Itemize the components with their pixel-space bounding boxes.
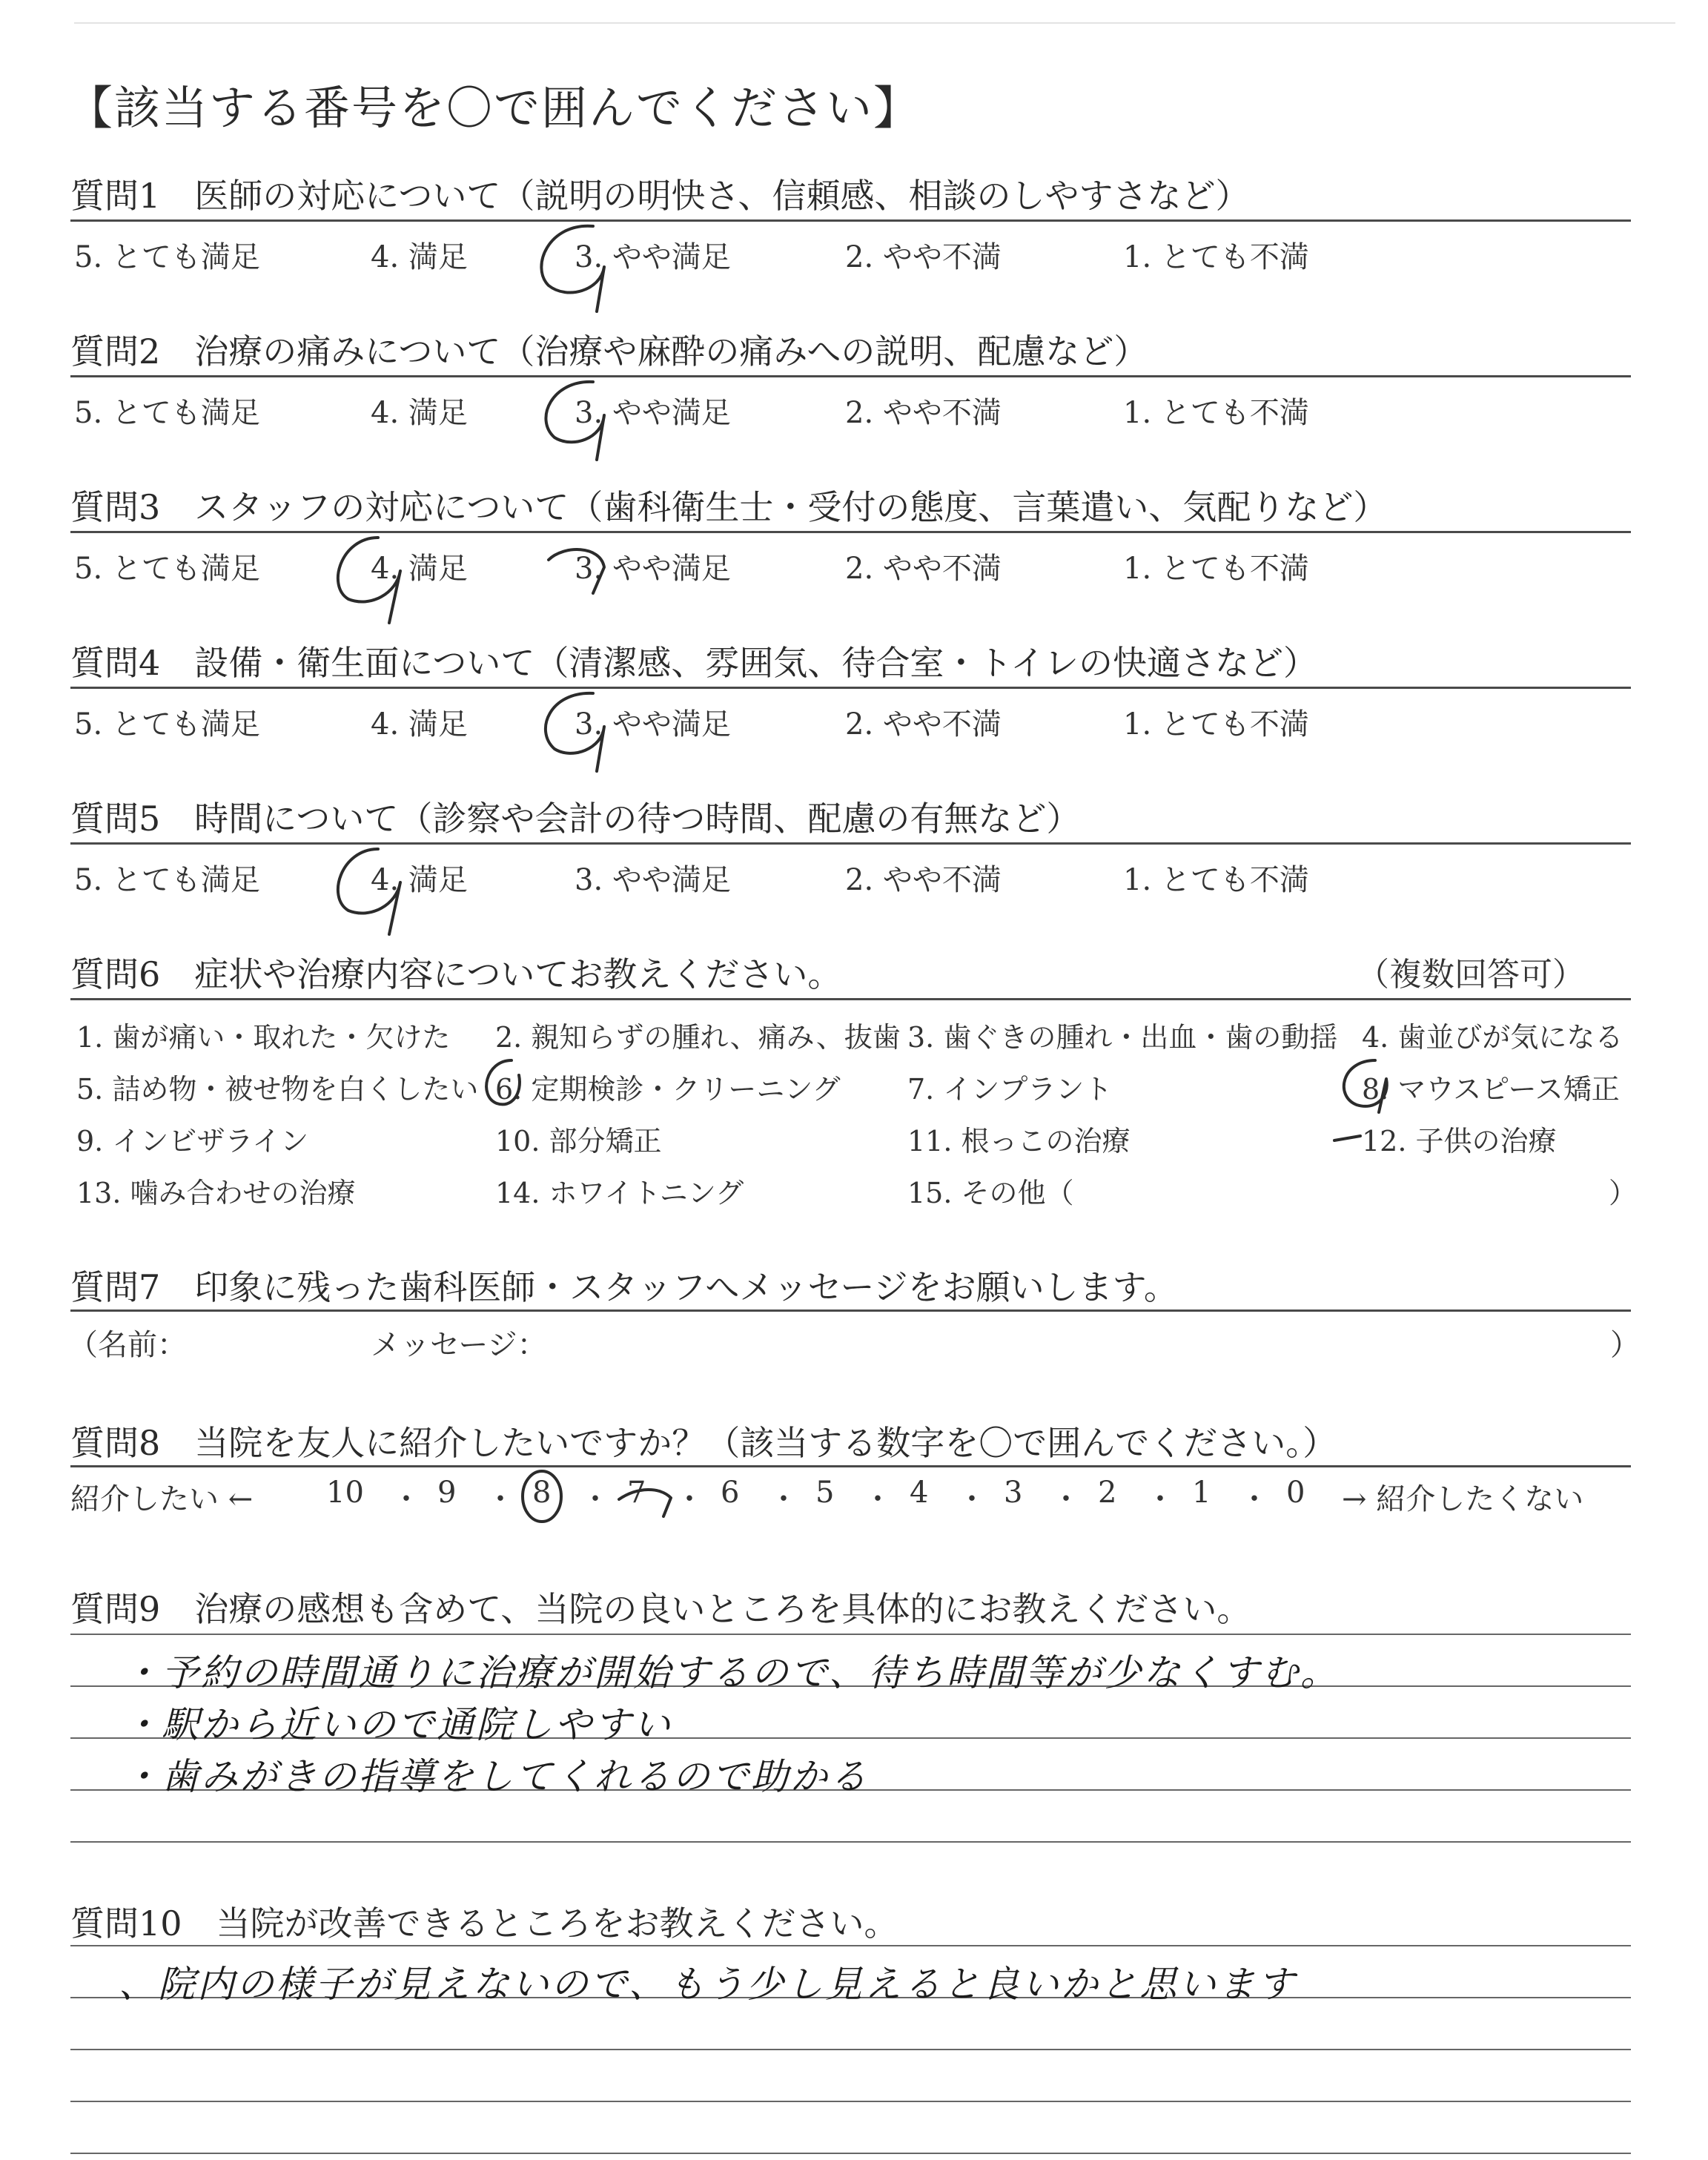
q8-dot: ・ [580, 1482, 610, 1516]
q8-num-8[interactable]: 8 [532, 1476, 552, 1510]
q10-answer-line [70, 2153, 1631, 2154]
q4-option-1[interactable]: 1. とても不満 [1123, 707, 1309, 742]
q3-option-5[interactable]: 5. とても満足 [74, 552, 260, 586]
q6-item-12[interactable]: 12. 子供の治療 [1362, 1125, 1557, 1157]
q3-option-4[interactable]: 4. 満足 [371, 552, 468, 586]
q1-option-3[interactable]: 3. やや満足 [575, 240, 731, 274]
q6-item-15-close: ） [1609, 1177, 1638, 1209]
q6-item-6[interactable]: 6. 定期検診・クリーニング [495, 1073, 841, 1106]
question-8-title: 質問8 当院を友人に紹介したいですか？（該当する数字を〇で囲んでください。） [70, 1423, 1337, 1463]
q8-num-3[interactable]: 3 [1004, 1476, 1023, 1510]
q8-num-6[interactable]: 6 [721, 1476, 740, 1510]
q6-item-11[interactable]: 11. 根っこの治療 [907, 1125, 1131, 1157]
q8-dot: ・ [1239, 1482, 1269, 1516]
q6-item-1[interactable]: 1. 歯が痛い・取れた・欠けた [76, 1021, 451, 1054]
question-5-rule [70, 842, 1631, 845]
question-2-title: 質問2 治療の痛みについて（治療や麻酔の痛みへの説明、配慮など） [70, 331, 1148, 371]
q4-option-4[interactable]: 4. 満足 [371, 707, 468, 742]
q8-num-2[interactable]: 2 [1098, 1476, 1117, 1510]
q8-num-4[interactable]: 4 [910, 1476, 929, 1510]
q5-option-2[interactable]: 2. やや不満 [845, 863, 1002, 897]
question-1-rule [70, 219, 1631, 222]
question-6-note: （複数回答可） [1357, 956, 1585, 994]
q6-item-7[interactable]: 7. インプラント [907, 1073, 1113, 1106]
q8-num-10[interactable]: 10 [326, 1476, 364, 1510]
q8-dot: ・ [675, 1482, 704, 1516]
question-6-rule [70, 998, 1631, 1000]
q6-item-14[interactable]: 14. ホワイトニング [495, 1177, 744, 1209]
q2-option-4[interactable]: 4. 満足 [371, 396, 468, 430]
q6-item-3[interactable]: 3. 歯ぐきの腫れ・出血・歯の動揺 [907, 1021, 1338, 1054]
question-7-title: 質問7 印象に残った歯科医師・スタッフへメッセージをお願いします。 [70, 1267, 1178, 1307]
question-4-rule [70, 687, 1631, 689]
q8-num-5[interactable]: 5 [815, 1476, 835, 1510]
q6-item-5[interactable]: 5. 詰め物・被せ物を白くしたい [76, 1073, 479, 1106]
q2-option-1[interactable]: 1. とても不満 [1123, 396, 1309, 430]
q4-option-2[interactable]: 2. やや不満 [845, 707, 1002, 742]
page-header: 【該当する番号を〇で囲んでください】 [67, 81, 921, 135]
q6-item-9[interactable]: 9. インビザライン [76, 1125, 309, 1157]
question-8-rule [70, 1465, 1631, 1467]
q7-close-paren: ） [1610, 1328, 1640, 1362]
q2-option-3[interactable]: 3. やや満足 [575, 396, 731, 430]
q8-left-label: 紹介したい ← [70, 1482, 254, 1516]
q9-answer-3: ・歯みがきの指導をしてくれるので助かる [122, 1755, 869, 1798]
q8-num-9[interactable]: 9 [437, 1476, 457, 1510]
q6-item-15[interactable]: 15. その他（ [907, 1177, 1074, 1209]
q8-dot: ・ [1145, 1482, 1175, 1516]
question-1-title: 質問1 医師の対応について（説明の明快さ、信頼感、相談のしやすさなど） [70, 176, 1250, 216]
q6-item-8[interactable]: 8. マウスピース矯正 [1362, 1073, 1620, 1106]
q8-dot: ・ [863, 1482, 893, 1516]
question-3-rule [70, 531, 1631, 533]
q6-item12-dash-mark [1334, 1136, 1360, 1140]
question-2-rule [70, 375, 1631, 377]
q4-option-5[interactable]: 5. とても満足 [74, 707, 260, 742]
question-7-rule [70, 1309, 1631, 1312]
question-6-title: 質問6 症状や治療内容についてお教えください。 [70, 954, 842, 994]
q8-right-label: → 紹介したくない [1342, 1482, 1584, 1516]
q3-option-1[interactable]: 1. とても不満 [1123, 552, 1309, 586]
q5-option-4[interactable]: 4. 満足 [371, 863, 468, 897]
q9-answer-2: ・駅から近いので通院しやすい [122, 1703, 672, 1746]
q1-option-5[interactable]: 5. とても満足 [74, 240, 260, 274]
q9-answer-line [70, 1634, 1631, 1635]
q8-num-1[interactable]: 1 [1192, 1476, 1211, 1510]
q10-answer-1: 、院内の様子が見えないので、もう少し見えると良いかと思います [119, 1963, 1297, 2006]
q8-dot: ・ [1051, 1482, 1081, 1516]
q9-answer-1: ・予約の時間通りに治療が開始するので、待ち時間等が少なくすむ。 [122, 1651, 1340, 1694]
q7-message-label: メッセージ： [371, 1328, 547, 1362]
question-4-title: 質問4 設備・衛生面について（清潔感、雰囲気、待合室・トイレの快適さなど） [70, 643, 1318, 683]
q8-dot: ・ [391, 1482, 421, 1516]
q10-answer-line [70, 1945, 1631, 1946]
q8-num-7[interactable]: 7 [627, 1476, 646, 1510]
q8-dot: ・ [486, 1482, 515, 1516]
q8-dot: ・ [957, 1482, 987, 1516]
q6-item-2[interactable]: 2. 親知らずの腫れ、痛み、抜歯 [495, 1021, 901, 1054]
q8-dot: ・ [769, 1482, 798, 1516]
q6-item-4[interactable]: 4. 歯並びが気になる [1362, 1021, 1623, 1054]
q5-option-1[interactable]: 1. とても不満 [1123, 863, 1309, 897]
q2-option-2[interactable]: 2. やや不満 [845, 396, 1002, 430]
question-3-title: 質問3 スタッフの対応について（歯科衛生士・受付の態度、言葉遣い、気配りなど） [70, 487, 1388, 527]
q5-option-3[interactable]: 3. やや満足 [575, 863, 731, 897]
top-border [74, 22, 1675, 24]
q1-option-4[interactable]: 4. 満足 [371, 240, 468, 274]
q10-answer-line [70, 2101, 1631, 2102]
question-10-title: 質問10 当院が改善できるところをお教えください。 [70, 1903, 898, 1943]
q7-name-label: （名前： [68, 1328, 187, 1362]
q2-option-5[interactable]: 5. とても満足 [74, 396, 260, 430]
q6-item-10[interactable]: 10. 部分矯正 [495, 1125, 662, 1157]
q3-option-3[interactable]: 3. やや満足 [575, 552, 731, 586]
q1-option-2[interactable]: 2. やや不満 [845, 240, 1002, 274]
q6-item-13[interactable]: 13. 噛み合わせの治療 [76, 1177, 356, 1209]
q1-option-1[interactable]: 1. とても不満 [1123, 240, 1309, 274]
q8-num-0[interactable]: 0 [1286, 1476, 1305, 1510]
question-9-title: 質問9 治療の感想も含めて、当院の良いところを具体的にお教えください。 [70, 1589, 1251, 1629]
q9-answer-line [70, 1841, 1631, 1843]
q10-answer-line [70, 2049, 1631, 2050]
question-5-title: 質問5 時間について（診察や会計の待つ時間、配慮の有無など） [70, 799, 1081, 839]
q5-option-5[interactable]: 5. とても満足 [74, 863, 260, 897]
q4-option-3[interactable]: 3. やや満足 [575, 707, 731, 742]
q3-option-2[interactable]: 2. やや不満 [845, 552, 1002, 586]
